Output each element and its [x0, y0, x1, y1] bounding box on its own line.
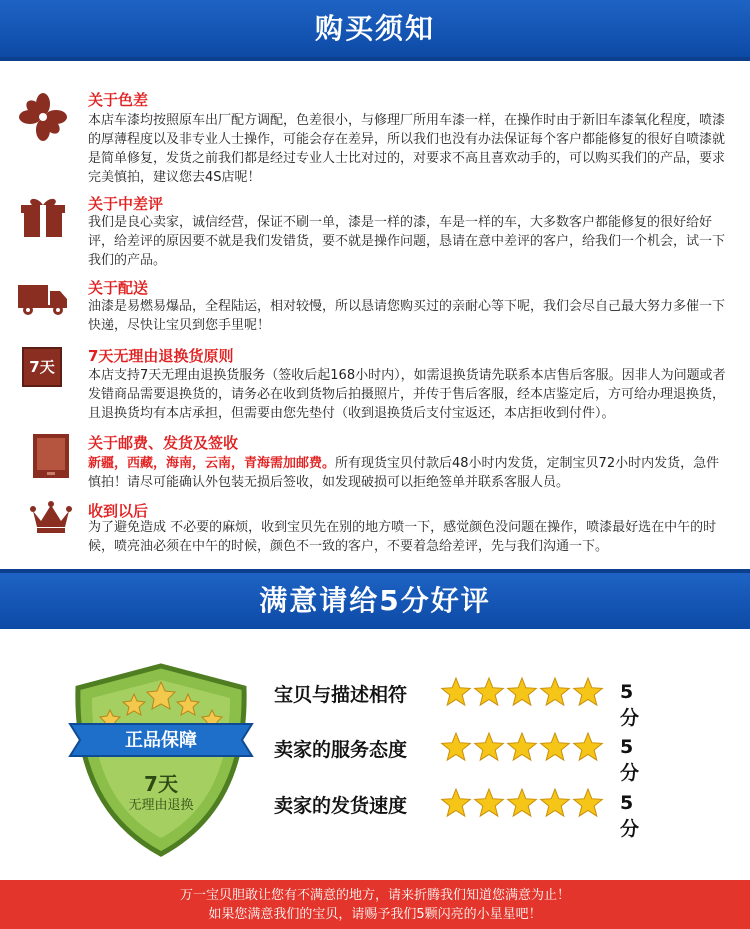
star-icon[interactable]	[475, 678, 504, 705]
seven-day-icon-text: 7天	[29, 358, 55, 376]
footer-line: 万一宝贝胆敢让您有不满意的地方，请来折腾我们知道您满意为止！	[179, 888, 570, 903]
notice-title: 关于邮费、发货及签收	[88, 434, 239, 452]
star-icon[interactable]	[508, 733, 537, 760]
star-icon[interactable]	[574, 733, 603, 760]
notice-section-returns	[0, 345, 750, 427]
notice-body: 为了避免造成 不必要的麻烦，收到宝贝先在别的地方喷一下，感觉颜色没问题在操作，喷漆最好选在中午的时候，喷亮油必须在中午的时候，颜色不一致的客户，不要着急给差评，先与我们沟通一下。	[88, 520, 717, 554]
notice-body	[88, 454, 728, 492]
star-icon[interactable]	[475, 789, 504, 816]
gift-icon	[18, 197, 68, 237]
notice-title: 关于中差评	[88, 195, 164, 213]
star-icon[interactable]	[574, 789, 603, 816]
notice-body: 本店支持7天无理由退换货服务（签收后起168小时内），如需退换货请先联系本店售后客服。因非人为问题或者发错商品需要退换货的，请务必在收到货物后拍摄照片，并传于售后客服，经本店鉴定后，方可给办理退换货，且退换货均有本店承担，但需要由您先垫付（收到退换货后支付宝返还，本店拒收到付件）。	[88, 368, 726, 421]
notice-title: 7天无理由退换货原则	[88, 347, 234, 365]
notice-body: 我们是良心卖家，诚信经营，保证不刷一单，漆是一样的漆，车是一样的车，大多数客户都能修复的很好给好评，给差评的原因要不就是我们发错货，要不就是操作问题，恳请在意中差评的客户，给我们一个机会，试一下我们的产品。	[88, 215, 726, 268]
notice-section-received	[0, 500, 750, 562]
star-rating[interactable]	[440, 731, 605, 765]
star-icon[interactable]	[541, 678, 570, 705]
badge-days: 7天	[144, 772, 178, 796]
notice-title: 关于色差	[88, 91, 149, 109]
seven-day-icon	[22, 347, 62, 387]
quality-badge-icon	[64, 660, 258, 860]
footer-line: 如果您满意我们的宝贝，请赐予我们5颗闪亮的小星星吧！	[208, 907, 542, 922]
crown-icon	[26, 501, 76, 533]
rating-label: 卖家的服务态度	[274, 739, 408, 761]
badge-return: 无理由退换	[128, 798, 194, 813]
rating-score: 5分	[620, 736, 640, 784]
star-icon[interactable]	[442, 733, 471, 760]
star-rating[interactable]	[440, 676, 605, 710]
rating-banner-title: 满意请给5分好评	[259, 584, 491, 617]
rating-label: 卖家的发货速度	[274, 795, 408, 817]
star-icon[interactable]	[508, 789, 537, 816]
star-icon[interactable]	[442, 789, 471, 816]
rating-banner	[0, 573, 750, 629]
star-icon[interactable]	[508, 678, 537, 705]
notice-body: 油漆是易燃易爆品，全程陆运，相对较慢，所以恳请您购买过的亲耐心等下呢，我们会尽自己最大努力多催一下快递，尽快让宝贝到您手里呢！	[88, 299, 726, 333]
star-icon[interactable]	[574, 678, 603, 705]
notice-banner-title: 购买须知	[314, 12, 435, 45]
rating-label: 宝贝与描述相符	[274, 684, 408, 706]
flower-icon	[18, 92, 68, 142]
star-icon[interactable]	[475, 733, 504, 760]
rating-score: 5分	[620, 792, 640, 840]
notice-body-text: 所有现货宝贝付款后48小时内发货，定制宝贝72小时内发货，急件慎拍！请尽可能确认外包装无损后签收，如发现破损可以拒绝签单并联系客服人员。	[88, 456, 720, 490]
tablet-icon	[26, 434, 76, 478]
notice-title: 收到以后	[88, 502, 149, 520]
notice-body: 本店车漆均按照原车出厂配方调配，色差很小，与修理厂所用车漆一样，在操作时由于新旧车漆氧化程度，喷漆的厚薄程度以及非专业人士操作，可能会存在差异，所以我们也没有办法保证每个客户都能修复的很好自喷漆就是简单修复，发货之前我们都是经过专业人士比对过的，对要求不高且喜欢动手的，可以购买我们的产品，要求完美慎拍，建议您去4S店呢！	[88, 113, 726, 185]
star-icon[interactable]	[442, 678, 471, 705]
footer-banner	[0, 880, 750, 929]
notice-section-reviews	[0, 193, 750, 271]
star-icon[interactable]	[541, 733, 570, 760]
star-icon[interactable]	[541, 789, 570, 816]
notice-section-shipping	[0, 432, 750, 494]
notice-title: 关于配送	[88, 279, 149, 297]
rating-score: 5分	[620, 681, 640, 729]
star-rating[interactable]	[440, 787, 605, 821]
truck-icon	[18, 283, 68, 315]
notice-section-delivery	[0, 277, 750, 337]
notice-banner	[0, 0, 750, 57]
notice-section-color	[0, 87, 750, 187]
notice-highlight: 新疆，西藏，海南，云南，青海需加邮费。	[88, 456, 336, 471]
badge-title: 正品保障	[125, 730, 197, 751]
banner-divider	[0, 57, 750, 61]
